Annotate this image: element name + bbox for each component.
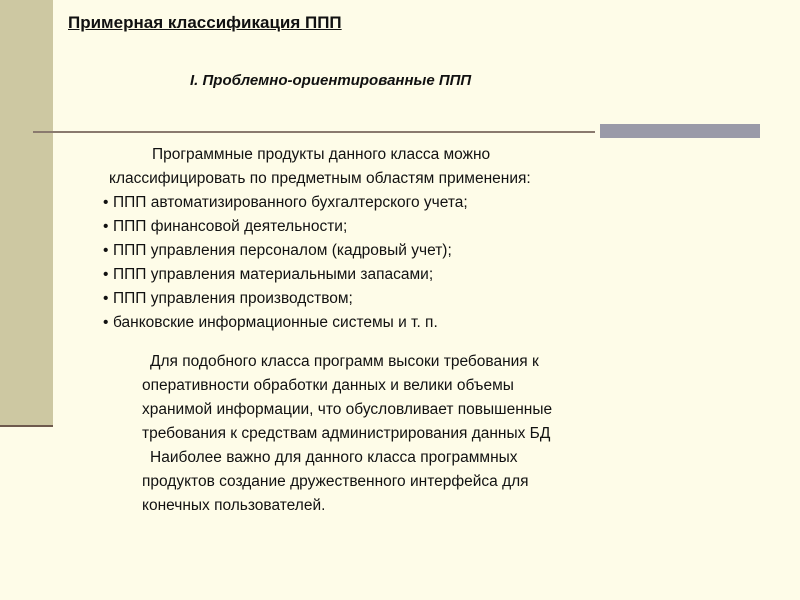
paragraph-line: хранимой информации, что обусловливает повышенные <box>142 401 553 418</box>
list-item-text: ППП управления материальными запасами; <box>113 266 434 283</box>
intro-line: классифицировать по предметным областям применения: <box>109 170 531 187</box>
intro-paragraph <box>109 143 531 191</box>
paragraph-line: Наиболее важно для данного класса программных <box>150 449 518 466</box>
list-item <box>103 311 468 335</box>
paragraph-line: требования к средствам администрирования данных БД <box>142 425 551 442</box>
intro-line: Программные продукты данного класса можно <box>152 146 491 163</box>
classification-list <box>103 191 468 335</box>
requirements-paragraph <box>142 350 742 446</box>
interface-paragraph <box>142 446 742 518</box>
left-accent-bar <box>0 0 53 425</box>
list-item-text: ППП управления персоналом (кадровый учет); <box>113 242 452 259</box>
paragraph-line: конечных пользователей. <box>142 497 326 514</box>
list-item <box>103 191 468 215</box>
left-accent-bar-edge <box>0 425 53 427</box>
paragraph-line: продуктов создание дружественного интерфейса для <box>142 473 529 490</box>
paragraph-line: Для подобного класса программ высоки требования к <box>150 353 539 370</box>
list-item-text: банковские информационные системы и т. п. <box>113 314 438 331</box>
divider-accent-block <box>600 124 760 138</box>
list-item <box>103 239 468 263</box>
list-item <box>103 215 468 239</box>
list-item <box>103 287 468 311</box>
list-item-text: ППП управления производством; <box>113 290 353 307</box>
list-item <box>103 263 468 287</box>
list-item-text: ППП автоматизированного бухгалтерского учета; <box>113 194 468 211</box>
list-item-text: ППП финансовой деятельности; <box>113 218 348 235</box>
slide-title: Примерная классификация ППП <box>68 13 342 32</box>
divider-line <box>33 131 595 133</box>
paragraph-line: оперативности обработки данных и велики объемы <box>142 377 514 394</box>
slide-subtitle: I. Проблемно-ориентированные ППП <box>190 72 472 89</box>
